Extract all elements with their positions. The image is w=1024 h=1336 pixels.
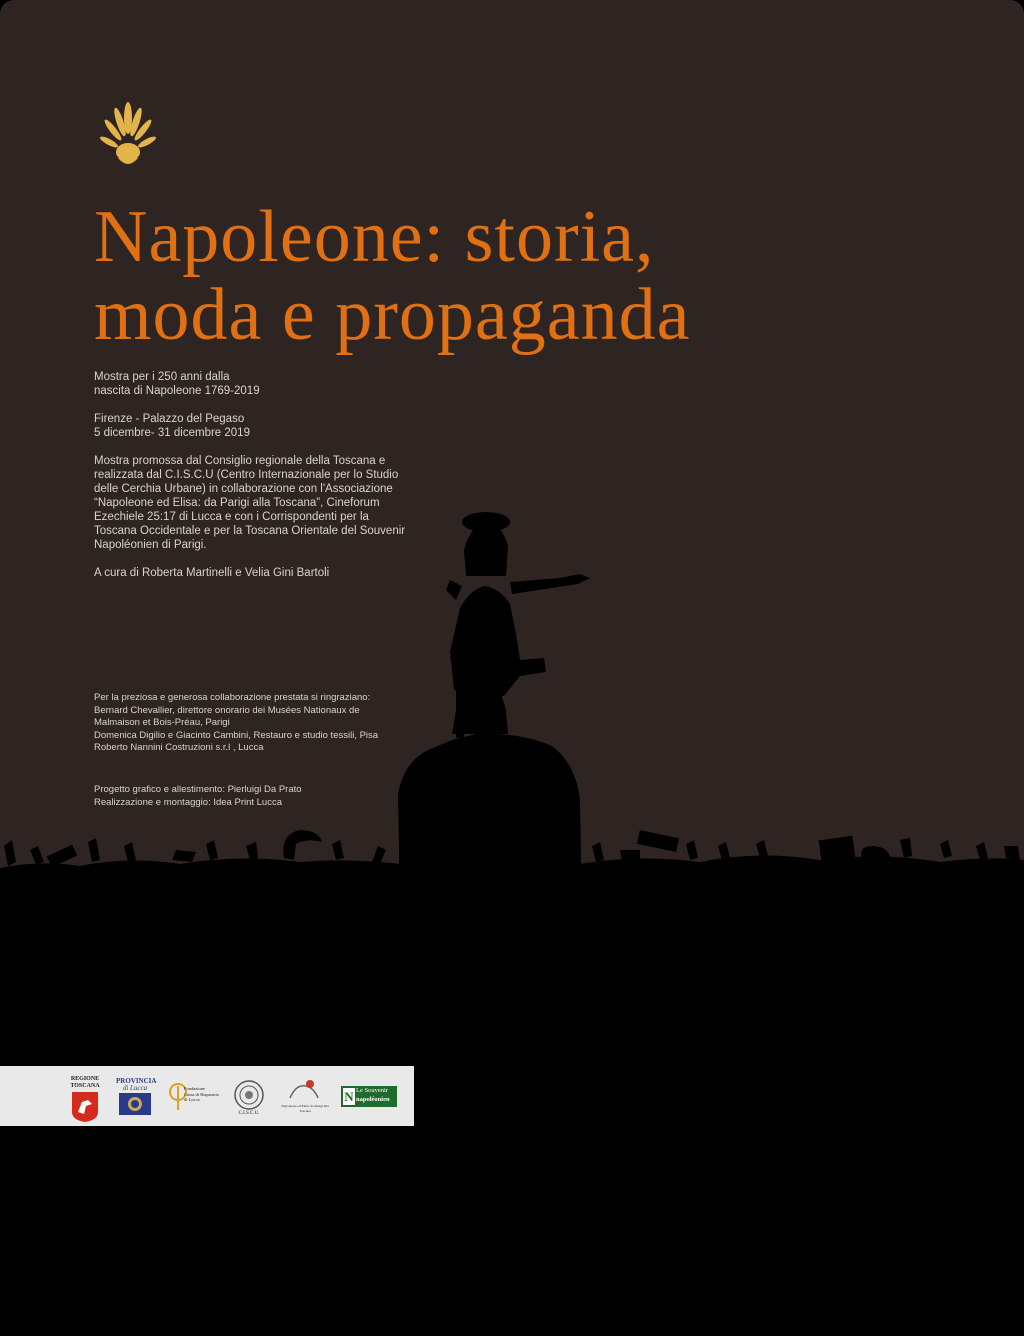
souvenir-napoleonien-logo (341, 1086, 397, 1107)
regione-line-1: REGIONE (70, 1076, 100, 1082)
napoleone-elisa-text: Napoleone ed Elisa: da Parigi alla Toscana (281, 1104, 329, 1113)
ciscu-text: C.I.S.C.U. (238, 1111, 260, 1116)
venue-dates-text: Firenze - Palazzo del Pegaso 5 dicembre- 31 dicembre 2019 (94, 413, 250, 439)
pegasus-shield-icon (72, 1092, 98, 1122)
subtitle-text: Mostra per i 250 anni dalla nascita di Napoleone 1769-2019 (94, 371, 260, 397)
ciscu-seal-icon (234, 1080, 264, 1110)
regione-line-2: TOSCANA (70, 1083, 100, 1089)
acknowledgements-text: Per la preziosa e generosa collaborazione prestata si ringraziano: Bernard Chevallier, direttore onorario dei Musées Nationaux de Malmaison et Bois-Préau, Parigi Domenica Digilio e Giacinto Cambini, Restauro e studio tessili, Pisa Roberto Nannini Costruzioni s.r.l , Lucca (94, 692, 379, 753)
palmette-emblem-icon (100, 100, 156, 170)
provincia-line-1: PROVINCIA (116, 1077, 157, 1085)
credits-text: Progetto grafico e allestimento: Pierluigi Da Prato Realizzazione e montaggio: Idea Print Lucca (94, 784, 302, 808)
souvenir-n-icon: N (344, 1089, 354, 1104)
napoleone-elisa-logo (276, 1078, 334, 1116)
fondazione-text: Fondazione Cassa di Risparmio di Lucca (184, 1086, 219, 1102)
provincia-crest-icon (119, 1093, 151, 1115)
sponsor-logo-strip (0, 1066, 414, 1126)
poster-title (94, 198, 854, 354)
provincia-di-lucca-logo (116, 1077, 157, 1116)
souvenir-line-1: Le Souvenir (356, 1087, 388, 1094)
description-text: Mostra promossa dal Consiglio regionale della Toscana e realizzata dal C.I.S.C.U (Centro Internazionale per lo Studio delle Cerchia Urbane) in collaborazione con l'Associazione “Napoleone ed Elisa: da Parigi alla Toscana”, Cineforum Ezechiele 25:17 di Lucca e con i Corrispondenti per la Toscana Occidentale e per la Toscana Orientale del Souvenir Napoléonien di Parigi. (94, 455, 406, 551)
title-line-1: Napoleone: storia, (94, 196, 655, 278)
fondazione-logo (168, 1082, 224, 1114)
napoleon-statue-crowd-silhouette (0, 500, 1024, 1336)
provincia-line-2: di Lucca (122, 1084, 148, 1092)
napoleone-elisa-emblem-icon (288, 1078, 320, 1102)
curators-text: A cura di Roberta Martinelli e Velia Gini Bartoli (94, 567, 330, 579)
title-line-2: moda e propaganda (94, 274, 691, 356)
ciscu-logo (232, 1080, 266, 1118)
souvenir-line-2: napoléonien (356, 1096, 390, 1103)
